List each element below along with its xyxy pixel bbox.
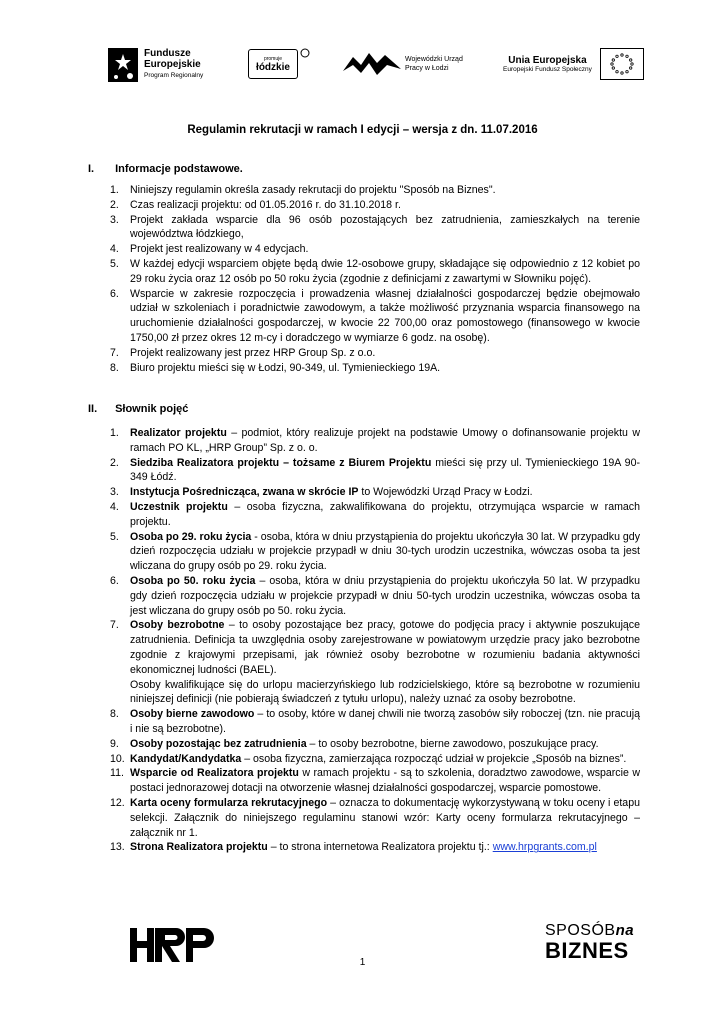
list-item — [110, 618, 640, 707]
fundusze-europejskie-logo — [108, 40, 203, 88]
registered-icon — [300, 48, 310, 58]
list-item — [110, 796, 640, 840]
item-text: – to strona internetowa Realizatora projektu tj.: — [267, 841, 493, 854]
item-number: 8. — [110, 361, 119, 374]
list-item — [110, 574, 640, 618]
item-text: Biuro projektu mieści się w Łodzi, 90-349, ul. Tymienieckiego 19A. — [130, 361, 441, 374]
section-2-heading — [88, 403, 188, 415]
list-item — [110, 707, 640, 737]
item-text: – to osoby pozostające bez pracy, gotowe do podjęcia pracy i aktywnie poszukujące zatrudnienia. Definicja ta uwzględnia osoby zarejestrowane w powiatowym urzędzie pracy jako bezrobotne zgodnie z krajowymi przepisami, jak również osoby bezrobotne w rozumieniu badania aktywności ekonomicznej ludności (BAEL). — [130, 619, 640, 676]
item-number: 12. — [110, 796, 125, 809]
sposob-na-biznes-logo — [545, 922, 645, 962]
item-number: 5. — [110, 530, 119, 543]
list-item — [110, 485, 640, 500]
ue-line2: Europejski Fundusz Społeczny — [503, 66, 592, 73]
item-number: 2. — [110, 456, 119, 469]
item-text: Niniejszy regulamin określa zasady rekrutacji do projektu "Sposób na Biznes". — [130, 184, 496, 196]
fe-line2: Europejskie — [144, 58, 201, 70]
item-number: 4. — [110, 243, 119, 256]
unia-europejska-logo — [503, 40, 644, 88]
wup-line2: Pracy w Łodzi — [405, 65, 449, 72]
item-term: Osoba po 29. roku życia — [130, 530, 252, 543]
section-1-title: Informacje podstawowe. — [115, 163, 243, 175]
fe-line3: Program Regionalny — [144, 71, 204, 79]
brand-line1: SPOSÓB — [545, 922, 616, 939]
pl-line1: promuje — [263, 55, 283, 62]
fe-line1: Fundusze — [144, 47, 191, 59]
item-text: Projekt zakłada wsparcie dla 96 osób pozostających bez zatrudnienia, zamieszkałych na terenie województwa łódzkiego, — [130, 213, 640, 241]
list-item — [110, 346, 640, 361]
item-text: – osoba fizyczna, zamierzająca rozpocząć udział w projekcie „Sposób na biznes”. — [241, 752, 627, 765]
item-term: Wsparcie od Realizatora projektu — [130, 767, 299, 780]
item-term: Osoby bierne zawodowo — [130, 708, 255, 721]
section-1-heading — [88, 163, 243, 175]
list-item — [110, 530, 640, 574]
ue-line1: Unia Europejska — [508, 55, 587, 66]
list-item — [110, 500, 640, 530]
item-term: Realizator projektu — [130, 427, 227, 439]
page-number: 1 — [359, 957, 366, 968]
wup-line1: Wojewódzki Urząd — [405, 56, 463, 63]
item-number: 3. — [110, 486, 119, 499]
item-number: 6. — [110, 574, 119, 587]
list-item — [110, 257, 640, 287]
promuje-lodzkie-logo — [248, 40, 310, 88]
item-number: 13. — [110, 841, 125, 854]
item-number: 2. — [110, 198, 119, 211]
item-number: 1. — [110, 184, 119, 196]
item-term: Instytucja Pośrednicząca, zwana w skrócie IP — [130, 486, 359, 499]
item-text: – to osoby, które w danej chwili nie tworzą zasobów siły roboczej (tzn. nie pracują i nie są bezrobotne). — [130, 708, 640, 735]
list-item — [110, 361, 640, 376]
list-item — [110, 183, 640, 198]
item-term: Osoby bezrobotne — [130, 619, 225, 632]
item-text: – osoba, która w dniu przystąpienia do projektu ukończyła 50 lat. W przypadku gdy dzień rozpoczęcia udziału w projekcie przypadł w dniu 50-tych urodzin uczestnika, wówczas osoba ta jest wliczana do grupy osób po 50. roku życia. — [130, 574, 640, 617]
item-text: Czas realizacji projektu: od 01.05.2016 r. do 31.10.2018 r. — [130, 198, 401, 211]
document-title: Regulamin rekrutacji w ramach I edycji – wersja z dn. 11.07.2016 — [187, 124, 538, 136]
list-item — [110, 456, 640, 486]
list-item — [110, 737, 640, 752]
item-text: – to osoby bezrobotne, bierne zawodowo, poszukujące pracy. — [306, 737, 599, 750]
brand-line2: BIZNES — [545, 938, 629, 963]
section-1-numeral: I. — [88, 163, 95, 175]
list-item — [110, 840, 640, 855]
list-item — [110, 752, 640, 767]
item-term: Strona Realizatora projektu — [130, 841, 268, 854]
item-text: - osoba, która w dniu przystąpienia do projektu ukończyła 30 lat. W przypadku gdy dzień rozpoczęcia udziału w projekcie przypadł w dniu 30-tych urodzin uczestnika, wówczas osoba ta jest wliczana do grupy osób po 29. roku życia. — [130, 530, 640, 573]
item-number: 3. — [110, 213, 119, 226]
list-item — [110, 766, 640, 796]
section-2-numeral: II. — [88, 403, 98, 415]
wup-bird-icon — [343, 49, 401, 79]
item-term: Osoby pozostając bez zatrudnienia — [130, 737, 307, 750]
item-term: Osoba po 50. roku życia — [130, 574, 256, 587]
list-item — [110, 287, 640, 346]
section-1-list — [110, 183, 640, 375]
item-number: 4. — [110, 500, 119, 513]
item-text: – oznacza to dokumentację wykorzystywaną w toku oceny i etapu selekcji. Załącznik do niniejszego regulaminu stanowi wzór: Karty oceny formularza rekrutacyjnego –załącznik nr 1. — [130, 796, 640, 839]
item-text: Projekt jest realizowany w 4 edycjach. — [130, 243, 309, 256]
list-item — [110, 198, 640, 213]
fe-star-icon — [108, 44, 138, 84]
item-number: 1. — [110, 427, 119, 439]
item-text: to Wojewódzki Urząd Pracy w Łodzi. — [358, 486, 533, 499]
list-item — [110, 426, 640, 456]
item-number: 10. — [110, 752, 125, 765]
item-term: Siedziba Realizatora projektu – tożsame z Biurem Projektu — [130, 456, 432, 469]
item-term: Kandydat/Kandydatka — [130, 752, 242, 765]
pl-line2: łódzkie — [256, 61, 290, 73]
item-number: 7. — [110, 346, 119, 359]
item-number: 5. — [110, 257, 119, 270]
brand-line1b: na — [615, 922, 635, 939]
item-number: 8. — [110, 708, 119, 721]
list-item — [110, 213, 640, 243]
item-number: 6. — [110, 287, 119, 300]
item-extra-text: Osoby kwalifikujące się do urlopu macierzyńskiego lub rodzicielskiego, które są bezrobotne w rozumieniu niniejszej definicji (nie pobierają świadczeń z tytułu urlopu), należy uznać za osoby bezrobotne. — [130, 678, 640, 706]
item-term: Karta oceny formularza rekrutacyjnego — [130, 796, 328, 809]
item-text: Wsparcie w zakresie rozpoczęcia i prowadzenia własnej działalności gospodarczej będzie obejmowało udział w szkoleniach i poradnictwie zawodowym, a także możliwość przyznania wsparcia finansowego na uruchomienie działalności gospodarczej, w kwocie 22 700,00 oraz pomostowego (finansowego w kwocie 1750,00 zł przez okres 12 m-cy i doradczego w wymiarze 6 godz. na osobę). — [130, 287, 640, 344]
item-text: W każdej edycji wsparciem objęte będą dwie 12-osobowe grupy, składające się odpowiednio z 12 kobiet po 29 roku życia oraz 12 osób po 50 roku życia (zgodnie z definicjami z zawartymi w Słowniku pojęć). — [130, 257, 640, 285]
item-text: w ramach projektu - są to szkolenia, doradztwo zawodowe, wsparcie w postaci jednorazowej dotacji na otworzenie własnej działalności gospodarczej, wsparcie pomostowe. — [130, 767, 640, 795]
item-number: 11. — [110, 767, 124, 780]
item-text: – podmiot, który realizuje projekt na podstawie Umowy o dofinansowanie projektu w ramach PO KL, „HRP Group” Sp. z o. o. — [130, 427, 640, 454]
item-term: Uczestnik projektu — [130, 500, 228, 513]
eu-flag-icon — [600, 48, 644, 80]
list-item — [110, 242, 640, 257]
wojewodzki-urzad-pracy-logo — [343, 40, 463, 88]
item-number: 9. — [110, 737, 119, 750]
project-website-link[interactable]: www.hrpgrants.com.pl — [492, 841, 597, 854]
item-text: mieści się przy ul. Tymienieckiego 19A 90-349 Łódź. — [130, 456, 640, 484]
section-2-list — [110, 426, 640, 855]
item-text: Projekt realizowany jest przez HRP Group Sp. z o.o. — [130, 346, 376, 359]
item-text: – osoba fizyczna, zakwalifikowana do projektu, otrzymująca wsparcie w ramach projektu. — [130, 500, 640, 528]
item-number: 7. — [110, 619, 119, 632]
section-2-title: Słownik pojęć — [115, 403, 189, 415]
header-logos — [108, 40, 668, 88]
